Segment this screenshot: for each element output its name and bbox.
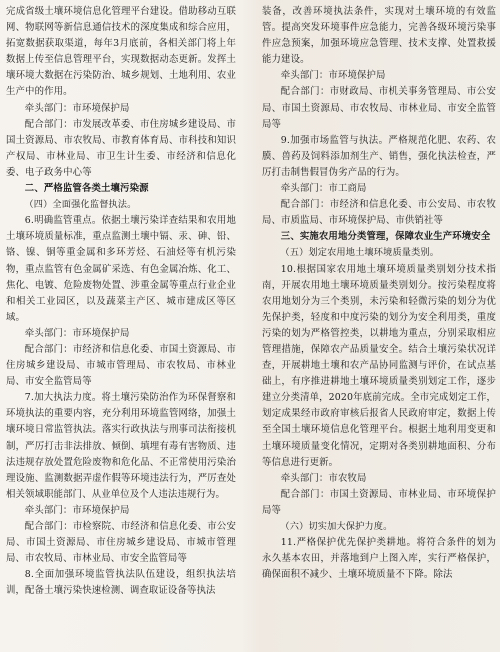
right-paragraph: 配合部门：市财政局、市机关事务管理局、市公安局、市国土资源局、市农牧局、市林业局、市安全监管局等 <box>262 86 496 130</box>
right-paragraph: 装备，改善环境执法条件，实现对土壤环境的有效监管。提高突发环境事件应急能力，完善各级环境污染事件应急预案，加强环境应急管理、技术支撑、处置救援能力建设。 <box>262 6 496 66</box>
left-paragraph: （四）全面强化监督执法。 <box>24 199 137 211</box>
right-paragraph: 10.根据国家农用地土壤环境质量类别划分技术指南，开展农用地土壤环境质量类别划分。按污染程度将农用地划分为三个类别，未污染和轻微污染的划分为优先保护类，轻度和中度污染的划分为安全利用类，重度污染的划为严格管控类，以耕地为重点，分别采取相应管理措施，保障农产品质量安全。结合土壤污染状况详查，开展耕地土壤和农产品协同监测与评价，在试点基础上，有序推进耕地土壤环境质量类别划定工作，逐步建立分类清单，2020年底前完成。全市完成划定工作，划定成果经市政府审核后报省人民政府审定，数据上传至全国土壤环境信息化管理平台。根据土地利用变更和土壤环境质量变化情况，定期对各类别耕地面积、分布等信息进行更新。 <box>262 263 497 468</box>
left-paragraph: 7.加大执法力度。将土壤污染防治作为环保督察和环境执法的重要内容，充分利用环境监管网络，加强土壤环境日常监管执法。落实行政执法与刑事司法衔接机制，严厉打击非法排放、倾倒、填埋有毒有害物质、违法违规存放处置危险废物和危化品、不正常使用污染治理设施、监测数据弄虚作假等环境违法行为，严厉查处相关领域职能部门、从业单位及个人违法违规行为。 <box>6 392 236 500</box>
right-paragraph: （六）切实加大保护力度。 <box>280 521 393 532</box>
right-paragraph: 三、实施农用地分类管理，保障农业生产环境安全 <box>280 231 491 243</box>
right-column <box>262 4 496 583</box>
left-paragraph: 8.全面加强环境监管执法队伍建设，组织执法培训，配备土壤污染快速检测、调查取证设备等执法 <box>6 569 236 597</box>
left-paragraph: 完成省级土壤环境信息化管理平台建设。借助移动互联网、物联网等新信息通信技术的深度集成和综合应用，拓宽数据获取渠道，每年3月底前，各相关部门将上年数据上传至信息管理平台，实现数据动态更新。发挥土壤环境大数据在污染防治、城乡规划、土地利用、农业生产中的作用。 <box>6 6 236 98</box>
right-paragraph: 9.加强市场监管与执法。严格规范化肥、农药、农膜、兽药及饲料添加剂生产、销售，强化执法检查，严厉打击制售假冒伪劣产品的行为。 <box>262 134 496 178</box>
right-paragraph: 11.严格保护优先保护类耕地。将符合条件的划为永久基本农田，并落地到户上图入库，实行严格保护，确保面积不减少、土壤环境质量不下降。除法 <box>262 537 496 581</box>
left-paragraph: 配合部门：市经济和信息化委、市国土资源局、市住房城乡建设局、市城市管理局、市农牧局、市林业局、市安全监管局等 <box>6 343 236 388</box>
left-paragraph: 二、严格监管各类土壤污染源 <box>24 183 149 195</box>
left-paragraph: 配合部门：市发展改革委、市住房城乡建设局、市国土资源局、市农牧局、市教育体育局、市科技和知识产权局、市林业局、市卫生计生委、市经济和信息化委、电子政务中心等 <box>6 118 236 178</box>
right-paragraph: 牵头部门：市环境保护局 <box>280 70 386 82</box>
left-paragraph: 配合部门：市检察院、市经济和信息化委、市公安局、市国土资源局、市住房城乡建设局、市城市管理局、市农牧局、市林业局、市安全监管局等 <box>6 521 236 565</box>
left-paragraph: 6.明确监管重点。依据土壤污染详查结果和农用地土壤环境质量标准，重点监测土壤中镉、汞、砷、铅、铬、镍、铜等重金属和多环芳烃、石油烃等有机污染物，重点监管有色金属矿采选、有色金属冶炼、化工、焦化、电镀、危险废物处置、涉重金属等重点行业企业和相关工业园区，以及蔬菜主产区、城市建成区等区域。 <box>6 215 236 323</box>
right-paragraph: 配合部门：市国土资源局、市林业局、市环境保护局等 <box>262 488 496 516</box>
right-paragraph: 牵头部门：市农牧局 <box>280 472 367 484</box>
left-paragraph: 牵头部门：市环境保护局 <box>24 102 130 114</box>
right-paragraph: （五）划定农用地土壤环境质量类别。 <box>280 247 440 259</box>
left-paragraph: 牵头部门：市环境保护局 <box>24 504 130 516</box>
left-paragraph: 牵头部门：市环境保护局 <box>24 327 130 339</box>
right-paragraph: 配合部门：市经济和信息化委、市公安局、市农牧局、市质监局、市环境保护局、市供销社等 <box>262 199 496 227</box>
right-paragraph: 牵头部门：市工商局 <box>280 183 367 195</box>
left-column <box>6 4 236 599</box>
